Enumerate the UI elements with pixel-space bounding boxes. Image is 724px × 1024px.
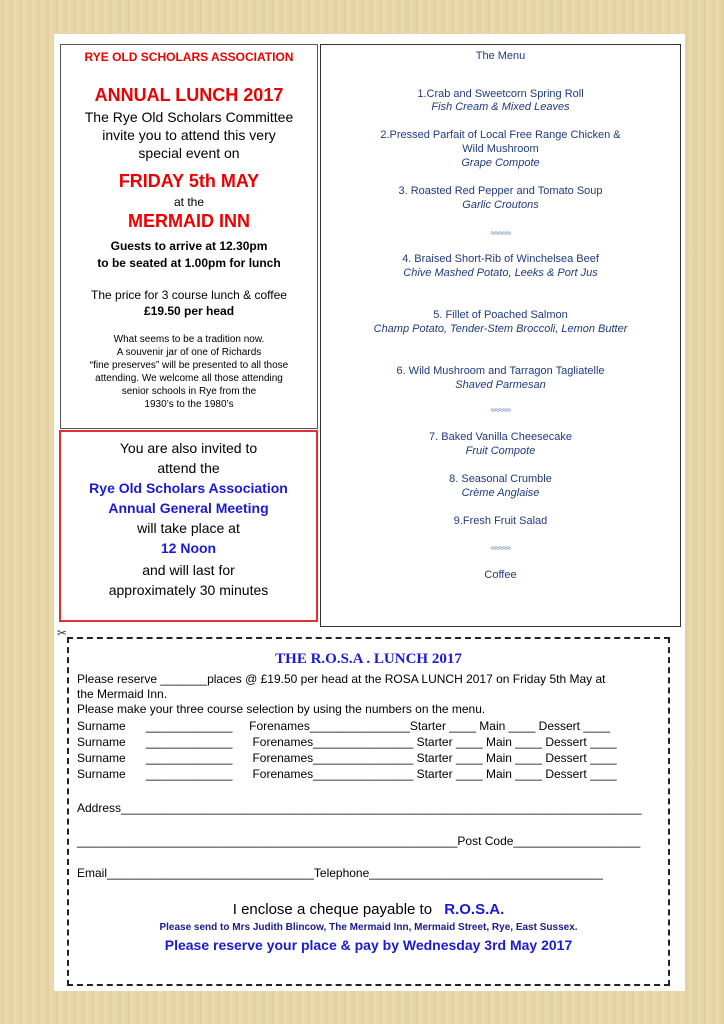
cheque-line [69,901,668,918]
form-instructions: Please make your three course selection by using the numbers on the menu. [77,702,486,716]
note-line: What seems to be a tradition now. [113,334,265,345]
attendee-row[interactable]: Surname _____________ Forenames_______________ Starter ____ Main ____ Dessert ____ [77,751,617,765]
agm-text-1: You are also invited to [119,440,258,456]
ornament-divider: ≈≈≈≈≈ [490,543,511,553]
agm-meeting-name: Annual General Meeting [108,500,269,516]
booking-form [67,637,670,986]
at-the-text: at the [173,195,205,209]
course-6: 6. Wild Mushroom and Tarragon Tagliatelle [396,365,605,377]
course-4-side: Chive Mashed Potato, Leeks & Port Jus [403,267,598,279]
event-date: FRIDAY 5th MAY [118,171,260,191]
note-line: attending. We welcome all those attending [95,373,283,384]
venue-name: MERMAID INN [128,211,250,231]
seating-time: to be seated at 1.00pm for lunch [97,256,281,270]
course-6-side: Shaved Parmesan [455,379,546,391]
price: £19.50 per head [143,304,235,318]
menu-panel [320,44,681,627]
course-3-side: Garlic Croutons [462,199,539,211]
address-field[interactable]: Address______________________________________________________________________________ [77,801,642,815]
scissors-icon: ✂ [57,626,68,640]
price-description: The price for 3 course lunch & coffee [91,288,287,302]
invite-text-3: special event on [138,145,240,161]
agm-time: 12 Noon [160,540,217,556]
postcode-field[interactable]: _________________________________________________________Post Code___________________ [77,834,641,848]
reserve-line-2: the Mermaid Inn. [77,687,168,701]
invitation-panel [60,44,318,429]
course-3: 3. Roasted Red Pepper and Tomato Soup [398,185,603,197]
attendee-row[interactable]: Surname _____________ Forenames_______________ Starter ____ Main ____ Dessert ____ [77,735,617,749]
menu-heading: The Menu [475,50,526,62]
form-title: THE R.O.S.A . LUNCH 2017 [275,651,462,667]
course-1: 1.Crab and Sweetcorn Spring Roll [417,88,584,100]
souvenir-notes [65,333,313,411]
payment-deadline: Please reserve your place & pay by Wednesday 3rd May 2017 [164,937,573,953]
course-7: 7. Baked Vanilla Cheesecake [429,431,572,443]
reserve-line-1: Please reserve _______places @ £19.50 per head at the ROSA LUNCH 2017 on Friday 5th May at [77,672,606,686]
note-line: 1930’s to the 1980’s [144,399,234,410]
agm-text-5: will take place at [137,520,240,536]
coffee: Coffee [484,569,517,581]
invite-text-2: invite you to attend this very [102,127,276,143]
course-7-side: Fruit Compote [465,445,536,457]
attendee-row[interactable]: Surname _____________ Forenames_______________ Starter ____ Main ____ Dessert ____ [77,767,617,781]
course-9: 9.Fresh Fruit Salad [453,515,548,527]
agm-text-7: and will last for [142,562,235,578]
organisation-name: RYE OLD SCHOLARS ASSOCIATION [84,50,294,64]
course-5: 5. Fillet of Poached Salmon [433,309,568,321]
course-2-cont: Wild Mushroom [462,143,539,155]
course-5-side: Champ Potato, Tender-Stem Broccoli, Lemon Butter [373,323,628,335]
course-4: 4. Braised Short-Rib of Winchelsea Beef [402,253,599,265]
course-8-side: Crème Anglaise [461,487,540,499]
agm-association: Rye Old Scholars Association [89,480,288,496]
arrival-time: Guests to arrive at 12.30pm [110,239,268,253]
note-line: A souvenir jar of one of Richards [116,347,262,358]
course-8: 8. Seasonal Crumble [449,473,552,485]
note-line: senior schools in Rye from the [121,386,257,397]
agm-text-2: attend the [157,460,220,476]
course-1-side: Fish Cream & Mixed Leaves [431,101,570,113]
ornament-divider: ≈≈≈≈≈ [490,228,511,238]
send-address: Please send to Mrs Judith Blincow, The Mermaid Inn, Mermaid Street, Rye, East Sussex. [159,922,578,933]
agm-panel [59,430,318,622]
email-telephone-field[interactable]: Email_______________________________Telephone___________________________________ [77,866,603,880]
note-line: “fine preserves” will be presented to all those [89,360,289,371]
attendee-row[interactable]: Surname _____________ Forenames_______________Starter ____ Main ____ Dessert ____ [77,719,611,733]
course-2-side: Grape Compote [461,157,540,169]
course-2: 2.Pressed Parfait of Local Free Range Chicken & [380,129,621,141]
invite-text-1: The Rye Old Scholars Committee [84,109,294,125]
agm-duration: approximately 30 minutes [108,582,269,598]
cheque-text: I enclose a cheque payable to [232,901,433,918]
ornament-divider: ≈≈≈≈≈ [490,405,511,415]
event-title: ANNUAL LUNCH 2017 [94,85,284,105]
cheque-payee: R.O.S.A. [444,901,505,918]
